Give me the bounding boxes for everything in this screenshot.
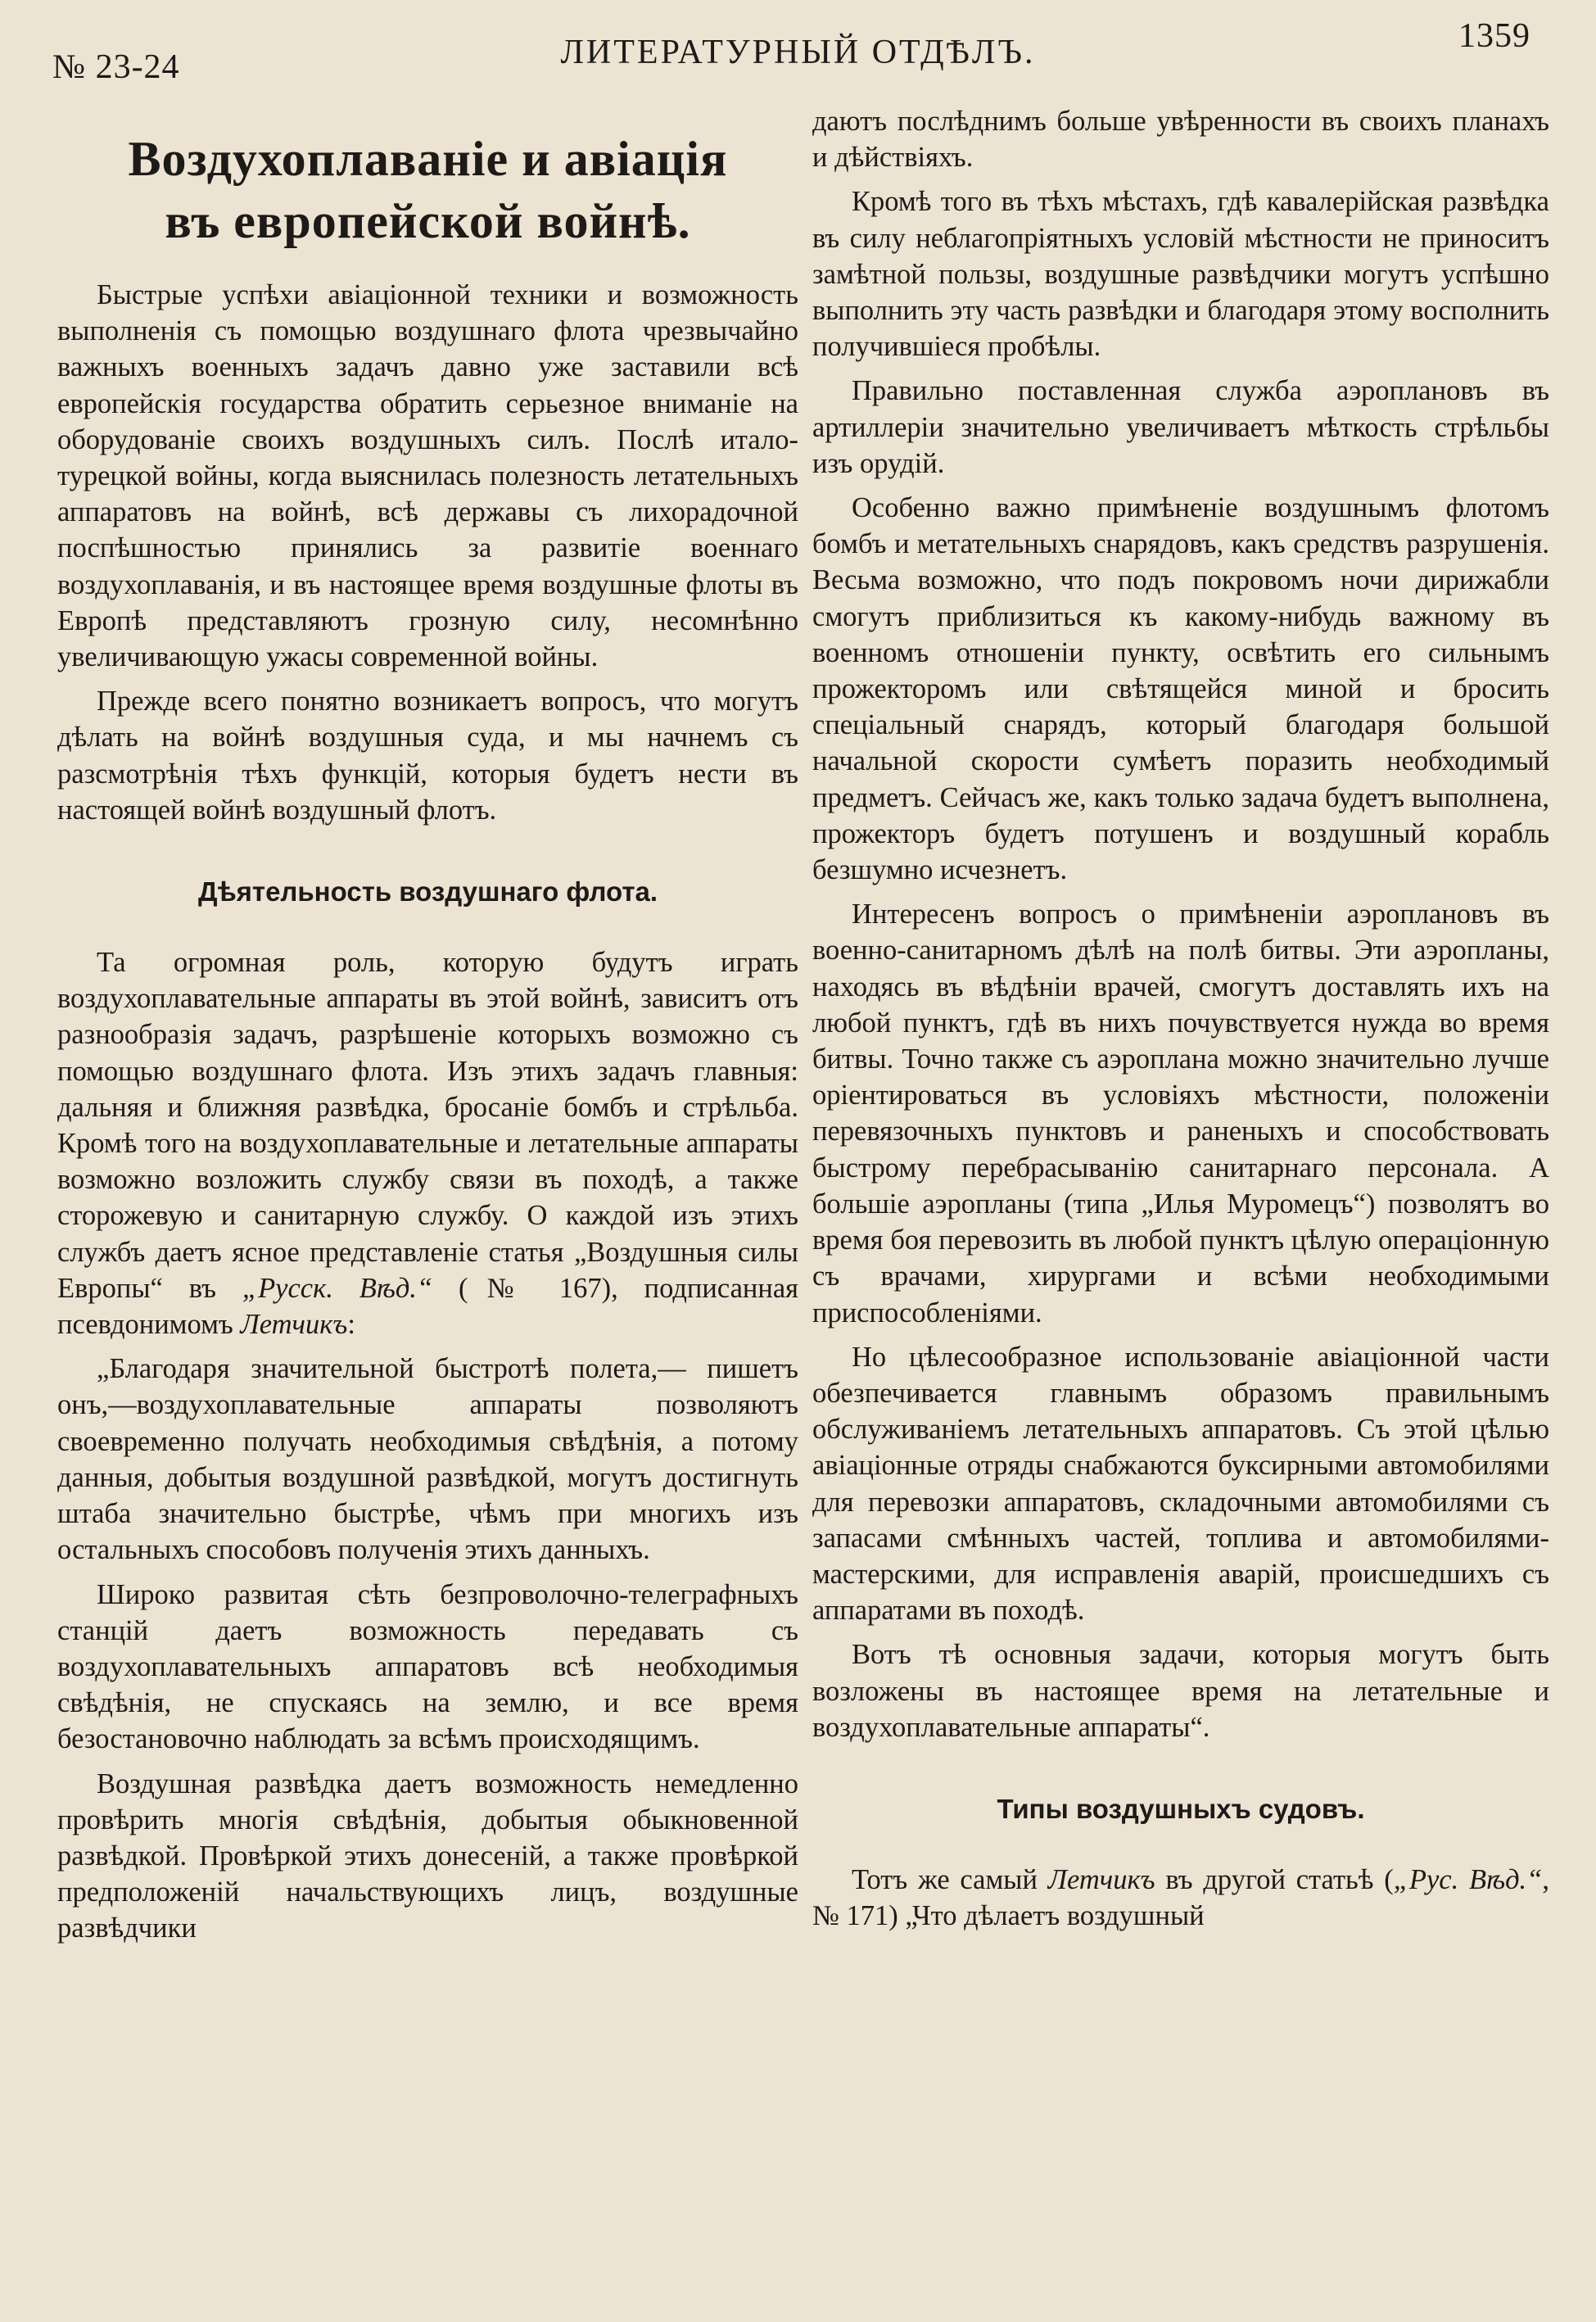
paragraph-6-continued: даютъ послѣднимъ больше увѣренности въ своихъ планахъ и дѣйствіяхъ. xyxy=(812,106,1549,174)
paragraph-3-text-c: : xyxy=(347,1309,355,1341)
paragraph-3-citation: „Русск. Вѣд.“ xyxy=(242,1272,433,1304)
section-heading-activity: Дѣятельность воздушнаго флота. xyxy=(197,876,658,908)
paragraph-3-text-b: (№ 167), подписанная псевдонимомъ xyxy=(57,1272,799,1341)
paragraph-13-pseudonym: Летчикъ xyxy=(1047,1863,1155,1895)
paragraph-12: Вотъ тѣ основныя задачи, которыя могутъ быть возложены въ настоящее время на летательные и воздухоплавательные аппараты“. xyxy=(812,1639,1549,1743)
issue-number: № 23-24 xyxy=(52,48,180,86)
section-heading-types: Типы воздушныхъ судовъ. xyxy=(997,1793,1365,1824)
section-title: ЛИТЕРАТУРНЫЙ ОТДѢЛЪ. xyxy=(560,34,1036,71)
paragraph-3 xyxy=(57,944,798,1342)
paragraph-10: Интересенъ вопросъ о примѣненіи аэроплановъ въ военно-санитарномъ дѣлѣ на полѣ битвы. Эти аэропланы, находясь въ вѣдѣніи врачей, смогутъ доставлять ихъ на любой пунктъ, гдѣ въ нихъ почувствуется нужда во время битвы. Точно также съ аэроплана можно значительно лучше оріентироваться въ условіяхъ мѣстности, положеніи перевязочныхъ пунктовъ и раненыхъ и способствовать быстрому перебрасыванію санитарнаго персонала. А большіе аэропланы (типа „Илья Муромецъ“) позволятъ во время боя перевозить въ любой пунктъ цѣлую операціонную съ врачами, хирургами и всѣми необходимыми приспособленіями. xyxy=(812,898,1549,1328)
paragraph-9: Особенно важно примѣненіе воздушнымъ флотомъ бомбъ и метательныхъ снарядовъ, какъ средствъ разрушенія. Весьма возможно, что подъ покровомъ ночи дирижабли смогутъ приблизиться къ какому-нибудь важному въ военномъ отношеніи пункту, освѣтить его сильнымъ прожекторомъ или свѣтящейся миной и бросить спеціальный снарядъ, который благодаря большой начальной скорости сумѣетъ поразить необходимый предметъ. Сейчасъ же, какъ только задача будетъ выполнена, прожекторъ будетъ потушенъ и воздушный корабль безшумно исчезнетъ. xyxy=(812,492,1549,886)
left-column xyxy=(57,128,798,1955)
page-number: 1359 xyxy=(1458,17,1530,55)
paragraph-11: Но цѣлесообразное использованіе авіаціонной части обезпечивается главнымъ образомъ правильнымъ обслуживаніемъ летательныхъ аппаратовъ. Съ этой цѣлью авіаціонные отряды снабжаются буксирными автомобилями для перевозки аппаратовъ, складочными автомобилями съ запасами смѣнныхъ частей, топлива и автомобилями-мастерскими, для исправленія аварій, происшедшихъ съ аппаратами въ походѣ. xyxy=(812,1341,1549,1627)
paragraph-1: Быстрые успѣхи авіаціонной техники и возможность выполненія съ помощью воздушнаго флота чрезвычайно важныхъ военныхъ задачъ давно уже заставили всѣ европейскія государства обратить серьезное вниманіе на оборудованіе своихъ воздушныхъ силъ. Послѣ итало-турецкой войны, когда выяснилась полезность летательныхъ аппаратовъ на войнѣ, всѣ державы съ лихорадочной поспѣшностью принялись за развитіе военнаго воздухоплаванія, и въ настоящее время воздушные флоты въ Европѣ представляютъ грозную силу, несомнѣнно увеличивающую ужасы современной войны. xyxy=(57,279,798,673)
paragraph-3-pseudonym: Летчикъ xyxy=(240,1309,348,1341)
paragraph-2: Прежде всего понятно возникаетъ вопросъ, что могутъ дѣлать на войнѣ воздушныя суда, и мы начнемъ съ разсмотрѣнія тѣхъ функцій, которыя будетъ нести въ настоящей войнѣ воздушный флотъ. xyxy=(57,686,798,826)
paragraph-13-text-b: въ другой статьѣ ( xyxy=(1155,1863,1394,1895)
right-column xyxy=(812,103,1549,1942)
paragraph-13-citation: „Рус. Вѣд.“ xyxy=(1393,1863,1543,1895)
article-title xyxy=(57,128,798,252)
article-title-line-2: въ европейской войнѣ. xyxy=(165,194,691,248)
paragraph-13-text-c: , № 171) „Что дѣлаетъ воздушный xyxy=(812,1863,1549,1932)
article-title-line-1: Воздухоплаваніе и авіація xyxy=(128,132,728,186)
paragraph-7: Кромѣ того въ тѣхъ мѣстахъ, гдѣ кавалерійская развѣдка въ силу неблагопріятныхъ условій мѣстности не приноситъ замѣтной пользы, воздушные развѣдчики могутъ успѣшно выполнить эту часть развѣдки и благодаря этому восполнить получившіеся пробѣлы. xyxy=(812,186,1549,363)
paragraph-3-text-a: Та огромная роль, которую будутъ играть воздухоплавательные аппараты въ этой войнѣ, зависитъ отъ разнообразія задачъ, разрѣшеніе которыхъ возможно съ помощью воздушнаго флота. Изъ этихъ задачъ главныя: дальняя и ближняя развѣдка, бросаніе бомбъ и стрѣльба. Кромѣ того на воздухоплавательные и летательные аппараты возможно возложить службу связи въ походѣ, а также сторожевую и санитарную службу. О каждой изъ этихъ службъ даетъ ясное представленіе статья „Воздушныя силы Европы“ въ xyxy=(57,947,798,1304)
paragraph-13-text-a: Тотъ же самый xyxy=(852,1863,1048,1895)
paragraph-6: Воздушная развѣдка даетъ возможность немедленно провѣрить многія свѣдѣнія, добытыя обыкновенной развѣдкой. Провѣркой этихъ донесеній, а также провѣркой предположеній начальствующихъ лицъ, воздушные развѣдчики xyxy=(57,1768,798,1944)
paragraph-4-quote: „Благодаря значительной быстротѣ полета,— пишетъ онъ,—воздухоплавательные аппараты позволяютъ своевременно получать необходимыя свѣдѣнія, а потому данныя, добытыя воздушной развѣдкой, могутъ достигнуть штаба значительно быстрѣе, чѣмъ при многихъ изъ остальныхъ способовъ полученія этихъ данныхъ. xyxy=(57,1353,798,1566)
paragraph-13 xyxy=(812,1862,1549,1934)
paragraph-5: Широко развитая сѣть безпроволочно-телеграфныхъ станцій даетъ возможность передавать съ воздухоплавательныхъ аппаратовъ всѣ необходимыя свѣдѣнія, не спускаясь на землю, и все время безостановочно наблюдать за всѣмъ происходящимъ. xyxy=(57,1578,798,1755)
paragraph-8: Правильно поставленная служба аэроплановъ въ артиллеріи значительно увеличиваетъ мѣткость стрѣльбы изъ орудій. xyxy=(812,375,1549,479)
